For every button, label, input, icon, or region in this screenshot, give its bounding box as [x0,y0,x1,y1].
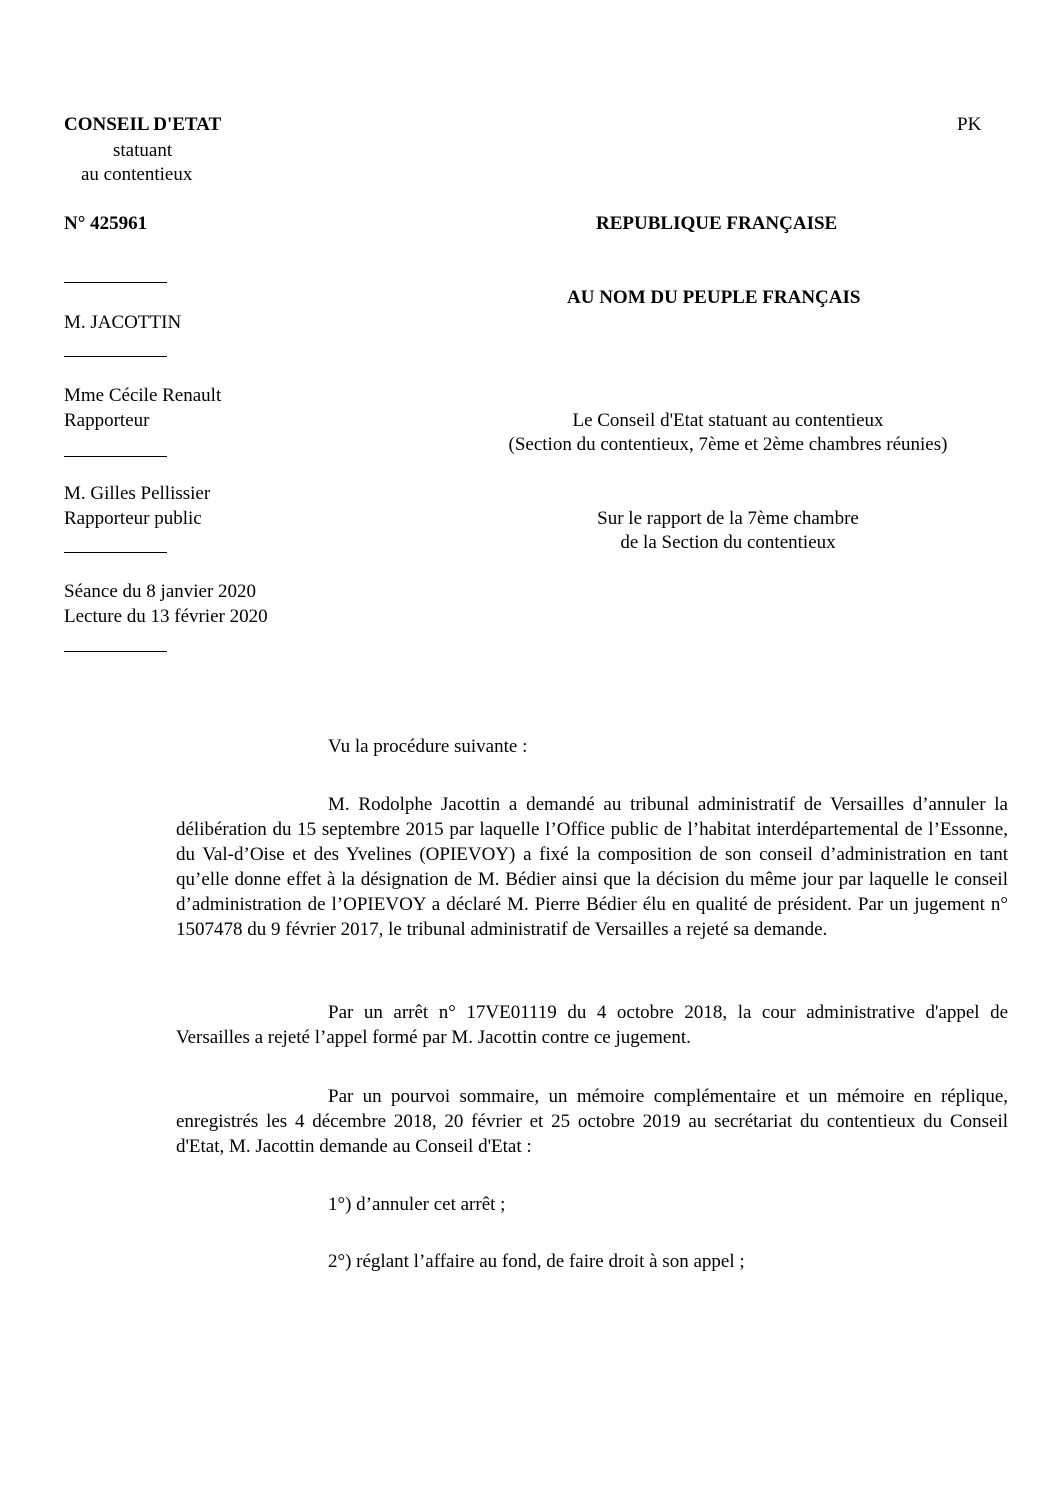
people-heading: AU NOM DU PEUPLE FRANÇAIS [567,287,861,308]
divider [64,552,167,553]
republic-heading: REPUBLIQUE FRANÇAISE [596,213,838,234]
paragraph-2 [176,1000,1008,1050]
court-line-2: statuant [113,140,173,161]
report-line-2: de la Section du contentieux [620,532,836,553]
report-line-1: Sur le rapport de la 7ème chambre [597,508,859,529]
paragraph-1 [176,792,1008,942]
paragraph-3 [176,1084,1008,1159]
procedure-intro: Vu la procédure suivante : [328,736,528,757]
party-name: M. JACOTTIN [64,312,182,333]
paragraph-2-text: Par un arrêt n° 17VE01119 du 4 octobre 2018, la cour administrative d'appel de Versailles a rejeté l’appel formé par M. Jacottin contre ce jugement. [176,1002,1008,1048]
paragraph-3-text: Par un pourvoi sommaire, un mémoire complémentaire et un mémoire en réplique, enregistrés les 4 décembre 2018, 20 février et 25 octobre 2019 au secrétariat du contentieux du Conseil d'Etat, M. Jacottin demande au Conseil d'Etat : [176,1086,1008,1157]
initials: PK [957,114,982,135]
rapporteur-name: Mme Cécile Renault [64,385,222,406]
formation-line-1: Le Conseil d'Etat statuant au contentieux [572,410,884,431]
case-number: N° 425961 [64,213,148,234]
lecture-date: Lecture du 13 février 2020 [64,606,268,627]
court-name: CONSEIL D'ETAT [64,114,222,135]
divider [64,282,167,283]
paragraph-1-text: M. Rodolphe Jacottin a demandé au tribunal administratif de Versailles d’annuler la délibération du 15 septembre 2015 par laquelle l’Office public de l’habitat interdépartemental de l’Essonne, du Val-d’Oise et des Yvelines (OPIEVOY) a fixé la composition de son conseil d’administration en tant qu’elle donne effet à la désignation de M. Bédier ainsi que la décision du même jour par laquelle le conseil d’administration de l’OPIEVOY a déclaré M. Pierre Bédier élu en qualité de président. Par un jugement n° 1507478 du 9 février 2017, le tribunal administratif de Versailles a rejeté sa demande. [176,794,1008,940]
divider [64,651,167,652]
divider [64,456,167,457]
divider [64,356,167,357]
formation-line-2: (Section du contentieux, 7ème et 2ème chambres réunies) [508,434,948,455]
public-rapporteur-role: Rapporteur public [64,508,202,529]
conclusion-item-1: 1°) d’annuler cet arrêt ; [328,1194,506,1215]
seance-date: Séance du 8 janvier 2020 [64,581,257,602]
conclusion-item-2: 2°) réglant l’affaire au fond, de faire droit à son appel ; [328,1251,745,1272]
rapporteur-role: Rapporteur [64,410,150,431]
public-rapporteur-name: M. Gilles Pellissier [64,483,211,504]
court-line-3: au contentieux [81,164,193,185]
